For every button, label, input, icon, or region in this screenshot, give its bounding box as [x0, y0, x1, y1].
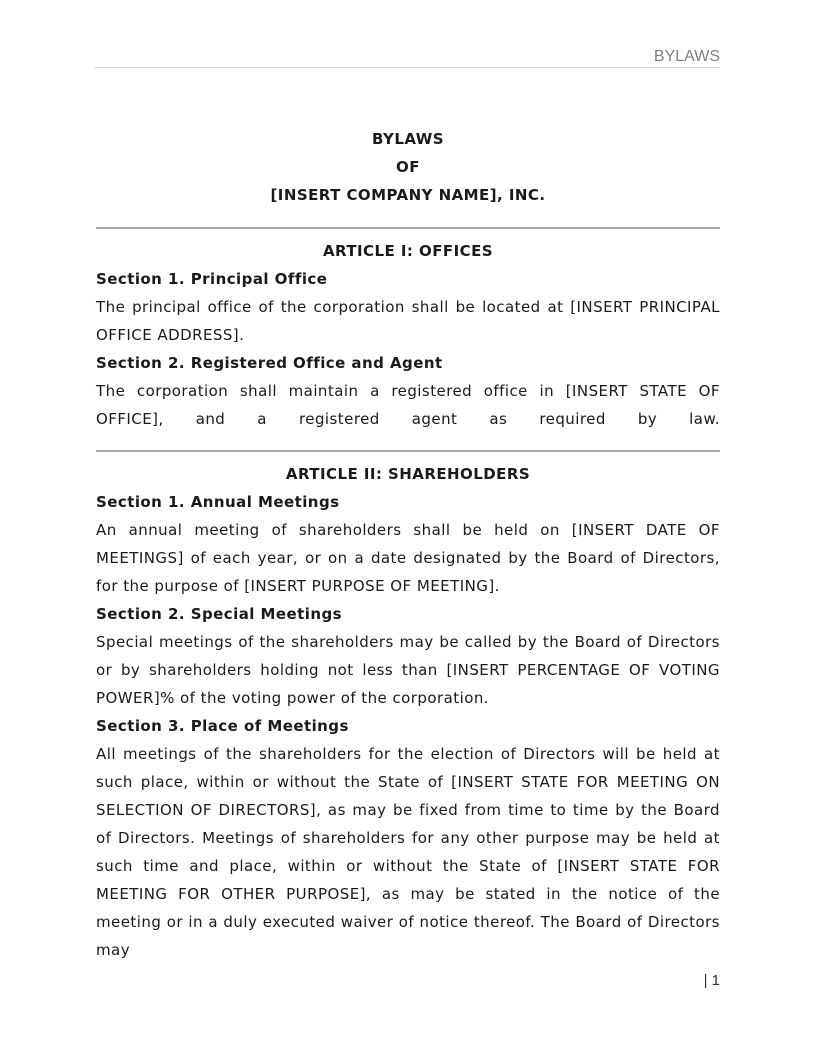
article-1-title: ARTICLE I: OFFICES — [322, 242, 494, 260]
article-1-section-2-text: The corporation shall maintain a registered office in [INSERT STATE OF OFFICE], and a registered agent as required by law. — [96, 382, 720, 428]
article-2-section-1-text: An annual meeting of shareholders shall be held on [INSERT DATE OF MEETINGS] of each year, or on a date designated by the Board of Directors, for the purpose of [INSERT PURPOSE OF MEETING]. — [96, 521, 720, 595]
article-2-section-1-heading: Section 1. Annual Meetings — [96, 493, 340, 511]
article-2-title: ARTICLE II: SHAREHOLDERS — [285, 465, 531, 483]
article-2-section-2-heading: Section 2. Special Meetings — [96, 605, 343, 623]
article-2-section-3-heading: Section 3. Place of Meetings — [96, 717, 349, 735]
article-divider — [96, 450, 720, 452]
title-line-1: BYLAWS — [371, 130, 445, 148]
running-header — [94, 47, 720, 68]
title-line-2: OF — [396, 158, 420, 176]
document-title — [96, 125, 720, 209]
document-body — [96, 125, 720, 964]
article-1-section-1-text: The principal office of the corporation shall be located at [INSERT PRINCIPAL OFFICE ADDRESS]. — [96, 298, 720, 344]
article-2-section-3-text: All meetings of the shareholders for the election of Directors will be held at such place, within or without the State of [INSERT STATE FOR MEETING ON SELECTION OF DIRECTORS], as may be fixed from time to time by the Board of Directors. Meetings of shareholders for any other purpose may be held at such time and place, within or without the State of [INSERT STATE FOR MEETING FOR OTHER PURPOSE], as may be stated in the notice of the meeting or in a duly executed waiver of notice thereof. The Board of Directors may — [96, 745, 720, 959]
running-header-title: BYLAWS — [653, 48, 720, 65]
article-1-section-2-heading: Section 2. Registered Office and Agent — [96, 354, 443, 372]
page-number: | 1 — [703, 972, 720, 989]
article-divider — [96, 227, 720, 229]
article-1-section-1-heading: Section 1. Principal Office — [96, 270, 328, 288]
title-line-3: [INSERT COMPANY NAME], INC. — [270, 186, 546, 204]
article-2-section-2-text: Special meetings of the shareholders may be called by the Board of Directors or by shareholders holding not less than [INSERT PERCENTAGE OF VOTING POWER]% of the voting power of the corporation. — [96, 633, 720, 707]
